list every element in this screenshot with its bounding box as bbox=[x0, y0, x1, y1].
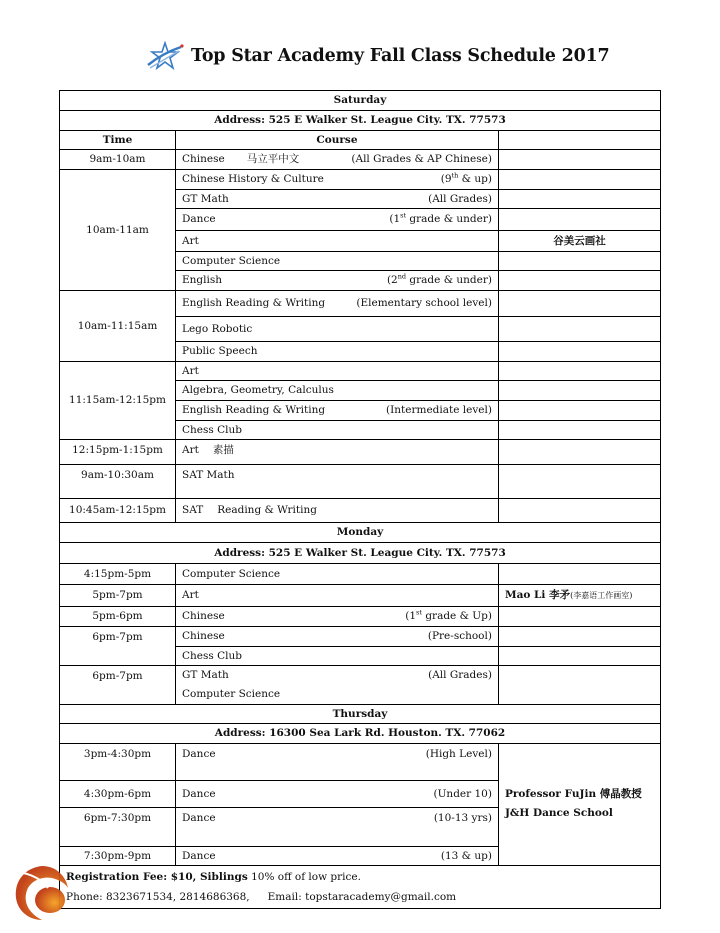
time-cell: 6pm-7pm bbox=[60, 666, 176, 705]
table-row bbox=[60, 585, 661, 607]
time-cell: 6pm-7:30pm bbox=[60, 808, 176, 847]
course-cell bbox=[176, 291, 499, 317]
time-cell: 5pm-7pm bbox=[60, 585, 176, 607]
course-name: GT Math bbox=[182, 192, 229, 205]
course-cell bbox=[176, 808, 499, 847]
table-row bbox=[60, 744, 661, 781]
table-row bbox=[60, 362, 661, 381]
table-row bbox=[60, 465, 661, 499]
note-text: grade & Up) bbox=[421, 610, 492, 623]
course-name: Dance bbox=[182, 213, 216, 226]
day-heading-thursday: Thursday bbox=[60, 705, 661, 724]
course-note: (Elementary school level) bbox=[356, 297, 492, 310]
notes-cell bbox=[498, 465, 660, 499]
course-cell bbox=[176, 607, 499, 627]
day-heading-monday: Monday bbox=[60, 523, 661, 543]
course-name: GT Math bbox=[182, 669, 229, 681]
table-row bbox=[60, 440, 661, 465]
note-text: & up) bbox=[458, 173, 492, 186]
orange-swirl-logo-icon bbox=[12, 862, 68, 922]
course-cell bbox=[176, 401, 499, 421]
column-header-course: Course bbox=[176, 131, 499, 150]
course-cell bbox=[176, 252, 499, 271]
studio-name: (李嘉语工作画室) bbox=[570, 591, 633, 601]
page-header bbox=[145, 40, 610, 72]
time-cell: 6pm-7pm bbox=[60, 627, 176, 666]
course-note: (13 & up) bbox=[440, 849, 492, 862]
time-cell: 3pm-4:30pm bbox=[60, 744, 176, 781]
course-name: Chinese bbox=[182, 630, 225, 643]
notes-cell bbox=[498, 150, 660, 170]
notes-cell bbox=[498, 499, 660, 523]
course-name: Dance bbox=[182, 787, 216, 800]
notes-cell bbox=[498, 381, 660, 401]
note-ordinal: st bbox=[400, 211, 407, 220]
course-note: (Intermediate level) bbox=[386, 404, 492, 417]
course-cell bbox=[176, 209, 499, 231]
table-row bbox=[60, 170, 661, 190]
course-cell bbox=[176, 150, 499, 170]
notes-cell bbox=[498, 401, 660, 421]
notes-cell bbox=[498, 170, 660, 190]
notes-cell bbox=[498, 190, 660, 209]
notes-cell bbox=[498, 342, 660, 362]
note-text: (9 bbox=[440, 173, 452, 186]
table-row bbox=[60, 499, 661, 523]
course-cell bbox=[176, 585, 499, 607]
table-row bbox=[60, 627, 661, 647]
course-cell bbox=[176, 465, 499, 499]
course-note: (Under 10) bbox=[433, 787, 492, 800]
notes-cell bbox=[498, 564, 660, 585]
time-cell: 4:15pm-5pm bbox=[60, 564, 176, 585]
table-row bbox=[60, 291, 661, 317]
course-cell bbox=[176, 564, 499, 585]
notes-cell bbox=[498, 317, 660, 342]
time-cell: 10:45am-12:15pm bbox=[60, 499, 176, 523]
instructor-name: Mao Li bbox=[504, 589, 546, 602]
course-cell bbox=[176, 781, 499, 808]
course-name: Chinese bbox=[182, 153, 225, 166]
course-name: Dance bbox=[182, 812, 216, 824]
notes-cell bbox=[498, 252, 660, 271]
time-cell: 4:30pm-6pm bbox=[60, 781, 176, 808]
course-cell bbox=[176, 499, 499, 523]
course-name: Dance bbox=[182, 849, 216, 862]
course-note bbox=[387, 274, 492, 286]
note-text: grade & under) bbox=[406, 213, 492, 226]
table-row bbox=[60, 666, 661, 705]
course-chinese-name: 马立平中文 bbox=[246, 153, 300, 166]
instructor-name: Professor FuJin 傅晶教授 bbox=[504, 788, 642, 800]
course-name: English Reading & Writing bbox=[182, 297, 326, 310]
course-name: Algebra, Geometry, Calculus bbox=[182, 384, 334, 397]
course-cell bbox=[176, 231, 499, 252]
time-cell: 10am-11:15am bbox=[60, 291, 176, 362]
notes-cell bbox=[498, 421, 660, 440]
note-text: (1 bbox=[389, 213, 401, 226]
course-cell bbox=[176, 342, 499, 362]
course-cell bbox=[176, 744, 499, 781]
art-studio-name: 谷美云画社 bbox=[498, 231, 660, 252]
note-text: grade & under) bbox=[406, 274, 492, 287]
notes-cell bbox=[498, 666, 660, 705]
course-name: Public Speech bbox=[182, 345, 258, 358]
notes-cell bbox=[498, 362, 660, 381]
course-name: English Reading & Writing bbox=[182, 404, 326, 417]
dance-instructor-cell bbox=[498, 744, 660, 866]
time-cell: 10am-11am bbox=[60, 170, 176, 291]
column-header-time: Time bbox=[60, 131, 176, 150]
course-cell bbox=[176, 421, 499, 440]
time-cell: 5pm-6pm bbox=[60, 607, 176, 627]
course-cell bbox=[176, 847, 499, 866]
address-thursday: Address: 16300 Sea Lark Rd. Houston. TX. 77062 bbox=[60, 724, 661, 744]
course-cell bbox=[176, 381, 499, 401]
note-ordinal: st bbox=[416, 608, 422, 617]
course-extra: Reading & Writing bbox=[217, 504, 317, 517]
course-cell bbox=[176, 440, 499, 465]
course-name: Chess Club bbox=[182, 423, 243, 436]
course-cell bbox=[176, 666, 499, 705]
address-monday: Address: 525 E Walker St. League City. TX. 77573 bbox=[60, 543, 661, 564]
column-header-notes bbox=[498, 131, 660, 150]
address-saturday: Address: 525 E Walker St. League City. TX. 77573 bbox=[60, 111, 661, 131]
notes-cell bbox=[498, 291, 660, 317]
course-cell bbox=[176, 170, 499, 190]
table-row bbox=[60, 607, 661, 627]
notes-cell bbox=[498, 627, 660, 647]
course-name: Computer Science bbox=[182, 688, 281, 700]
course-cell bbox=[176, 627, 499, 647]
time-cell: 7:30pm-9pm bbox=[60, 847, 176, 866]
course-cell bbox=[176, 647, 499, 666]
course-name: Computer Science bbox=[182, 567, 281, 580]
registration-fee: Registration Fee: $10, Siblings bbox=[66, 871, 248, 883]
contact-footer bbox=[60, 866, 661, 909]
notes-cell bbox=[498, 647, 660, 666]
course-note bbox=[405, 610, 492, 622]
course-name: Chinese bbox=[182, 610, 225, 623]
notes-cell bbox=[498, 209, 660, 231]
time-cell: 9am-10:30am bbox=[60, 465, 176, 499]
dance-school-name: J&H Dance School bbox=[504, 807, 613, 819]
course-cell bbox=[176, 271, 499, 291]
note-text: (1 bbox=[405, 610, 417, 623]
note-ordinal: nd bbox=[397, 272, 407, 281]
course-name: Computer Science bbox=[182, 254, 281, 267]
sibling-discount: 10% off of low price. bbox=[247, 871, 361, 883]
art-instructor bbox=[498, 585, 660, 607]
course-name: Dance bbox=[182, 748, 216, 760]
course-cell bbox=[176, 362, 499, 381]
notes-cell bbox=[498, 440, 660, 465]
course-cell bbox=[176, 317, 499, 342]
course-note: (Pre-school) bbox=[427, 630, 492, 643]
table-row bbox=[60, 564, 661, 585]
course-cell bbox=[176, 190, 499, 209]
course-note: (10-13 yrs) bbox=[433, 812, 492, 824]
course-name: Lego Robotic bbox=[182, 322, 253, 335]
time-cell: 11:15am-12:15pm bbox=[60, 362, 176, 440]
time-cell: 12:15pm-1:15pm bbox=[60, 440, 176, 465]
course-name: English bbox=[182, 274, 223, 287]
notes-cell bbox=[498, 607, 660, 627]
day-heading-saturday: Saturday bbox=[60, 91, 661, 111]
course-name: Art bbox=[182, 364, 199, 377]
course-name: Chinese History & Culture bbox=[182, 173, 324, 186]
phone-numbers: Phone: 8323671534, 2814686368, bbox=[66, 891, 250, 903]
course-note: (High Level) bbox=[425, 748, 492, 760]
course-note: (All Grades & AP Chinese) bbox=[351, 153, 492, 166]
note-text: (2 bbox=[386, 274, 398, 287]
instructor-chinese-name: 李矛 bbox=[549, 589, 571, 602]
course-note bbox=[389, 213, 492, 225]
course-chinese-name: 素描 bbox=[212, 444, 234, 456]
schedule-table bbox=[59, 90, 661, 909]
course-name: Art bbox=[182, 589, 199, 602]
star-logo-icon bbox=[145, 41, 185, 71]
course-name: Art bbox=[182, 234, 199, 247]
course-name: Chess Club bbox=[182, 649, 243, 662]
course-note bbox=[441, 173, 492, 185]
course-note: (All Grades) bbox=[428, 192, 492, 205]
email-address[interactable]: Email: topstaracademy@gmail.com bbox=[267, 891, 457, 903]
notes-cell bbox=[498, 271, 660, 291]
time-cell: 9am-10am bbox=[60, 150, 176, 170]
course-name: Art bbox=[182, 444, 199, 456]
course-name: SAT bbox=[182, 504, 204, 517]
page-title: Top Star Academy Fall Class Schedule 2017 bbox=[191, 46, 610, 66]
course-name: SAT Math bbox=[182, 469, 235, 481]
note-ordinal: th bbox=[451, 171, 459, 180]
table-row bbox=[60, 150, 661, 170]
course-note: (All Grades) bbox=[428, 669, 492, 681]
